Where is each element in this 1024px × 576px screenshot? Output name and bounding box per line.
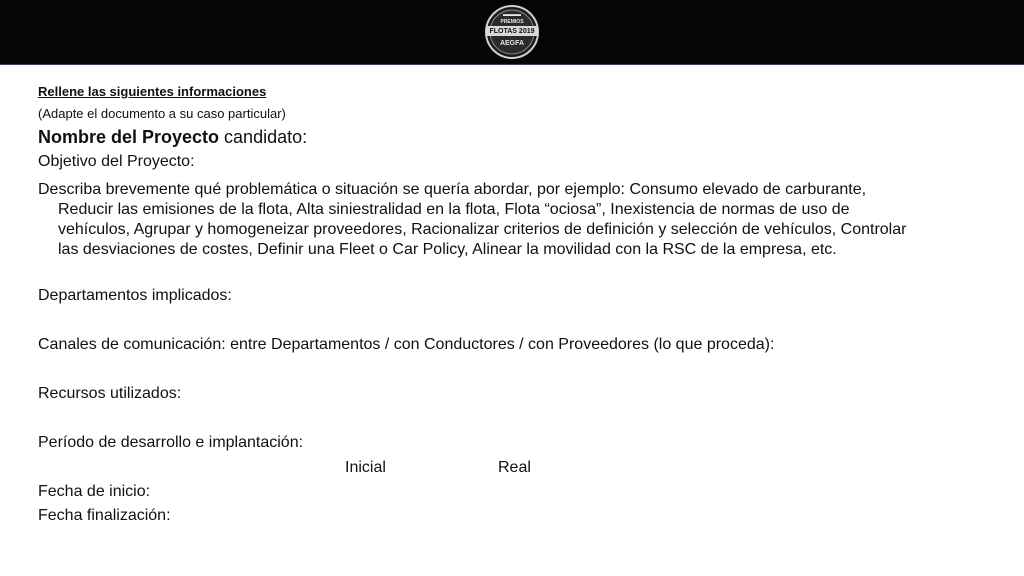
badge-line-premios: PREMIOS <box>500 19 524 25</box>
describe-line-4: las desviaciones de costes, Definir una Fleet o Car Policy, Alinear la movilidad con la RSC de la empresa, etc. <box>58 241 837 258</box>
form-heading: Rellene las siguientes informaciones <box>38 84 267 99</box>
premios-flotas-logo <box>482 4 542 60</box>
form-subheading: (Adapte el documento a su caso particular) <box>38 106 286 121</box>
car-icons: ▬▬▬ <box>503 12 521 18</box>
column-initial: Inicial <box>345 459 386 476</box>
describe-line-2: Reducir las emisiones de la flota, Alta siniestralidad en la flota, Flota “ociosa”, Inexistencia de normas de uso de <box>58 201 850 218</box>
period-label: Período de desarrollo e implantación: <box>38 434 304 451</box>
header-bar <box>0 0 1024 65</box>
end-date-label: Fecha finalización: <box>38 507 171 524</box>
channels-label: Canales de comunicación: entre Departamentos / con Conductores / con Proveedores (lo que proceda): <box>38 336 775 353</box>
project-name-bold: Nombre del Proyecto <box>38 127 220 147</box>
objective-label: Objetivo del Proyecto: <box>38 153 195 170</box>
badge-line-aegfa: AEGFA <box>499 40 525 47</box>
project-name-rest: candidato: <box>219 127 308 147</box>
column-real: Real <box>498 459 531 476</box>
resources-label: Recursos utilizados: <box>38 385 182 402</box>
start-date-label: Fecha de inicio: <box>38 483 151 500</box>
project-name-label <box>38 127 307 148</box>
departments-label: Departamentos implicados: <box>38 287 232 304</box>
describe-line-3: vehículos, Agrupar y homogeneizar proveedores, Racionalizar criterios de definición y selección de vehículos, Controlar <box>58 221 907 238</box>
describe-line-1: Describa brevemente qué problemática o situación se quería abordar, por ejemplo: Consumo elevado de carburante, <box>38 181 867 198</box>
badge-line-flotas: FLOTAS 2019 <box>489 28 535 35</box>
describe-paragraph <box>38 180 998 260</box>
